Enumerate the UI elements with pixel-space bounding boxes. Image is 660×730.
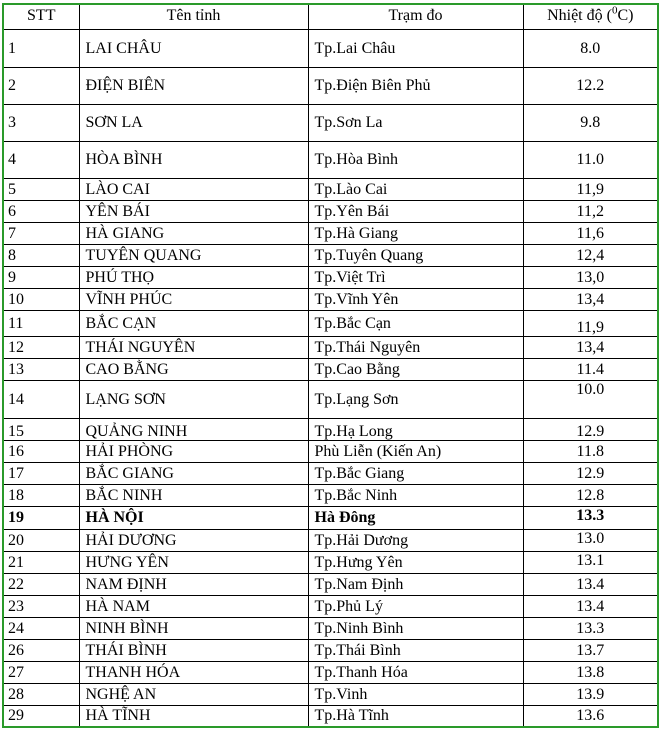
cell-stt: 13 xyxy=(3,358,79,380)
cell-temperature: 13.7 xyxy=(523,639,658,661)
cell-province: NINH BÌNH xyxy=(79,617,308,639)
header-station: Trạm đo xyxy=(308,4,523,29)
cell-temperature: 11.0 xyxy=(523,141,658,178)
table-row xyxy=(3,288,658,310)
cell-temperature: 10.0 xyxy=(523,380,658,418)
cell-stt: 15 xyxy=(3,418,79,440)
cell-temperature: 11.8 xyxy=(523,440,658,462)
table-row xyxy=(3,683,658,705)
header-temperature-degree: 0 xyxy=(611,4,618,17)
table-row xyxy=(3,336,658,358)
cell-stt: 11 xyxy=(3,310,79,336)
table-row xyxy=(3,104,658,141)
header-province: Tên tỉnh xyxy=(79,4,308,29)
cell-station: Tp.Vinh xyxy=(308,683,523,705)
cell-province: BẮC NINH xyxy=(79,484,308,506)
header-stt: STT xyxy=(3,4,79,29)
cell-province: HÀ TĨNH xyxy=(79,705,308,727)
cell-station: Tp.Ninh Bình xyxy=(308,617,523,639)
cell-province: HÀ GIANG xyxy=(79,222,308,244)
cell-stt: 4 xyxy=(3,141,79,178)
cell-temperature: 13.6 xyxy=(523,705,658,727)
cell-province: TUYÊN QUANG xyxy=(79,244,308,266)
cell-stt: 7 xyxy=(3,222,79,244)
cell-stt: 2 xyxy=(3,67,79,104)
cell-station: Tp.Bắc Ninh xyxy=(308,484,523,506)
cell-province: HƯNG YÊN xyxy=(79,551,308,573)
cell-station: Tp.Lạng Sơn xyxy=(308,380,523,418)
cell-stt: 21 xyxy=(3,551,79,573)
cell-station: Tp.Hưng Yên xyxy=(308,551,523,573)
cell-station: Tp.Việt Trì xyxy=(308,266,523,288)
cell-province: THANH HÓA xyxy=(79,661,308,683)
cell-temperature: 12.2 xyxy=(523,67,658,104)
cell-province: NGHỆ AN xyxy=(79,683,308,705)
cell-stt: 14 xyxy=(3,380,79,418)
cell-temperature: 13.4 xyxy=(523,573,658,595)
header-row xyxy=(3,4,658,29)
cell-province: PHÚ THỌ xyxy=(79,266,308,288)
cell-province: HẢI PHÒNG xyxy=(79,440,308,462)
cell-stt: 23 xyxy=(3,595,79,617)
cell-stt: 19 xyxy=(3,506,79,529)
cell-province: BẮC CẠN xyxy=(79,310,308,336)
cell-temperature: 13.9 xyxy=(523,683,658,705)
cell-station: Tp.Thanh Hóa xyxy=(308,661,523,683)
table-row xyxy=(3,440,658,462)
table-row xyxy=(3,222,658,244)
cell-province: QUẢNG NINH xyxy=(79,418,308,440)
cell-province: THÁI BÌNH xyxy=(79,639,308,661)
cell-temperature: 13.0 xyxy=(523,529,658,551)
cell-stt: 9 xyxy=(3,266,79,288)
cell-stt: 28 xyxy=(3,683,79,705)
cell-temperature: 11,9 xyxy=(523,310,658,336)
cell-station: Tp.Thái Nguyên xyxy=(308,336,523,358)
cell-province: HÀ NỘI xyxy=(79,506,308,529)
cell-temperature: 13,4 xyxy=(523,336,658,358)
cell-province: HẢI DƯƠNG xyxy=(79,529,308,551)
cell-temperature: 13.8 xyxy=(523,661,658,683)
cell-temperature: 13,4 xyxy=(523,288,658,310)
cell-station: Tp.Thái Bình xyxy=(308,639,523,661)
cell-temperature: 12.9 xyxy=(523,418,658,440)
cell-stt: 17 xyxy=(3,462,79,484)
cell-station: Tp.Lào Cai xyxy=(308,178,523,200)
cell-stt: 29 xyxy=(3,705,79,727)
table-row xyxy=(3,617,658,639)
cell-province: CAO BẰNG xyxy=(79,358,308,380)
table-row xyxy=(3,358,658,380)
cell-temperature: 12.9 xyxy=(523,462,658,484)
header-temperature xyxy=(523,4,658,29)
cell-province: YÊN BÁI xyxy=(79,200,308,222)
cell-stt: 20 xyxy=(3,529,79,551)
cell-province: HÒA BÌNH xyxy=(79,141,308,178)
cell-station: Phù Liễn (Kiến An) xyxy=(308,440,523,462)
cell-stt: 6 xyxy=(3,200,79,222)
cell-province: NAM ĐỊNH xyxy=(79,573,308,595)
table-row xyxy=(3,266,658,288)
cell-station: Tp.Nam Định xyxy=(308,573,523,595)
cell-stt: 16 xyxy=(3,440,79,462)
cell-temperature: 8.0 xyxy=(523,29,658,67)
cell-temperature: 11,2 xyxy=(523,200,658,222)
table-row xyxy=(3,462,658,484)
cell-station: Hà Đông xyxy=(308,506,523,529)
table-row xyxy=(3,418,658,440)
cell-province: LẠNG SƠN xyxy=(79,380,308,418)
cell-station: Tp.Hòa Bình xyxy=(308,141,523,178)
cell-stt: 8 xyxy=(3,244,79,266)
cell-temperature: 13.1 xyxy=(523,551,658,573)
cell-station: Tp.Bắc Cạn xyxy=(308,310,523,336)
table-row-highlight xyxy=(3,506,658,529)
cell-station: Tp.Điện Biên Phủ xyxy=(308,67,523,104)
table-row xyxy=(3,705,658,727)
cell-station: Tp.Tuyên Quang xyxy=(308,244,523,266)
cell-province: VĨNH PHÚC xyxy=(79,288,308,310)
cell-station: Tp.Hà Giang xyxy=(308,222,523,244)
cell-temperature: 11,6 xyxy=(523,222,658,244)
cell-province: LAI CHÂU xyxy=(79,29,308,67)
cell-station: Tp.Hải Dương xyxy=(308,529,523,551)
table-row xyxy=(3,661,658,683)
cell-stt: 27 xyxy=(3,661,79,683)
table-row xyxy=(3,551,658,573)
table-row xyxy=(3,573,658,595)
table-row xyxy=(3,484,658,506)
cell-stt: 22 xyxy=(3,573,79,595)
cell-stt: 24 xyxy=(3,617,79,639)
cell-temperature: 13.4 xyxy=(523,595,658,617)
cell-temperature: 12,4 xyxy=(523,244,658,266)
cell-province: THÁI NGUYÊN xyxy=(79,336,308,358)
cell-temperature: 12.8 xyxy=(523,484,658,506)
cell-province: HÀ NAM xyxy=(79,595,308,617)
cell-station: Tp.Lai Châu xyxy=(308,29,523,67)
cell-temperature: 9.8 xyxy=(523,104,658,141)
table-row xyxy=(3,67,658,104)
cell-temperature: 11,9 xyxy=(523,178,658,200)
header-temperature-suffix: C) xyxy=(617,7,634,24)
table-row xyxy=(3,595,658,617)
cell-station: Tp.Hạ Long xyxy=(308,418,523,440)
cell-temperature: 13.3 xyxy=(523,506,658,529)
cell-station: Tp.Vĩnh Yên xyxy=(308,288,523,310)
cell-stt: 18 xyxy=(3,484,79,506)
cell-province: BẮC GIANG xyxy=(79,462,308,484)
table-row xyxy=(3,310,658,336)
cell-province: LÀO CAI xyxy=(79,178,308,200)
cell-province: SƠN LA xyxy=(79,104,308,141)
table-row xyxy=(3,244,658,266)
table-row xyxy=(3,380,658,418)
cell-stt: 12 xyxy=(3,336,79,358)
cell-temperature: 11.4 xyxy=(523,358,658,380)
cell-stt: 3 xyxy=(3,104,79,141)
cell-station: Tp.Phủ Lý xyxy=(308,595,523,617)
cell-stt: 1 xyxy=(3,29,79,67)
cell-temperature: 13.3 xyxy=(523,617,658,639)
cell-station: Tp.Cao Bằng xyxy=(308,358,523,380)
cell-station: Tp.Sơn La xyxy=(308,104,523,141)
table-row xyxy=(3,529,658,551)
cell-station: Tp.Hà Tĩnh xyxy=(308,705,523,727)
table-row xyxy=(3,141,658,178)
cell-temperature: 13,0 xyxy=(523,266,658,288)
table-row xyxy=(3,178,658,200)
table-row xyxy=(3,29,658,67)
cell-stt: 10 xyxy=(3,288,79,310)
cell-stt: 26 xyxy=(3,639,79,661)
table-row xyxy=(3,200,658,222)
cell-province: ĐIỆN BIÊN xyxy=(79,67,308,104)
temperature-table xyxy=(2,3,659,728)
header-temperature-prefix: Nhiệt độ ( xyxy=(547,7,612,24)
cell-station: Tp.Bắc Giang xyxy=(308,462,523,484)
cell-station: Tp.Yên Bái xyxy=(308,200,523,222)
cell-stt: 5 xyxy=(3,178,79,200)
table-row xyxy=(3,639,658,661)
